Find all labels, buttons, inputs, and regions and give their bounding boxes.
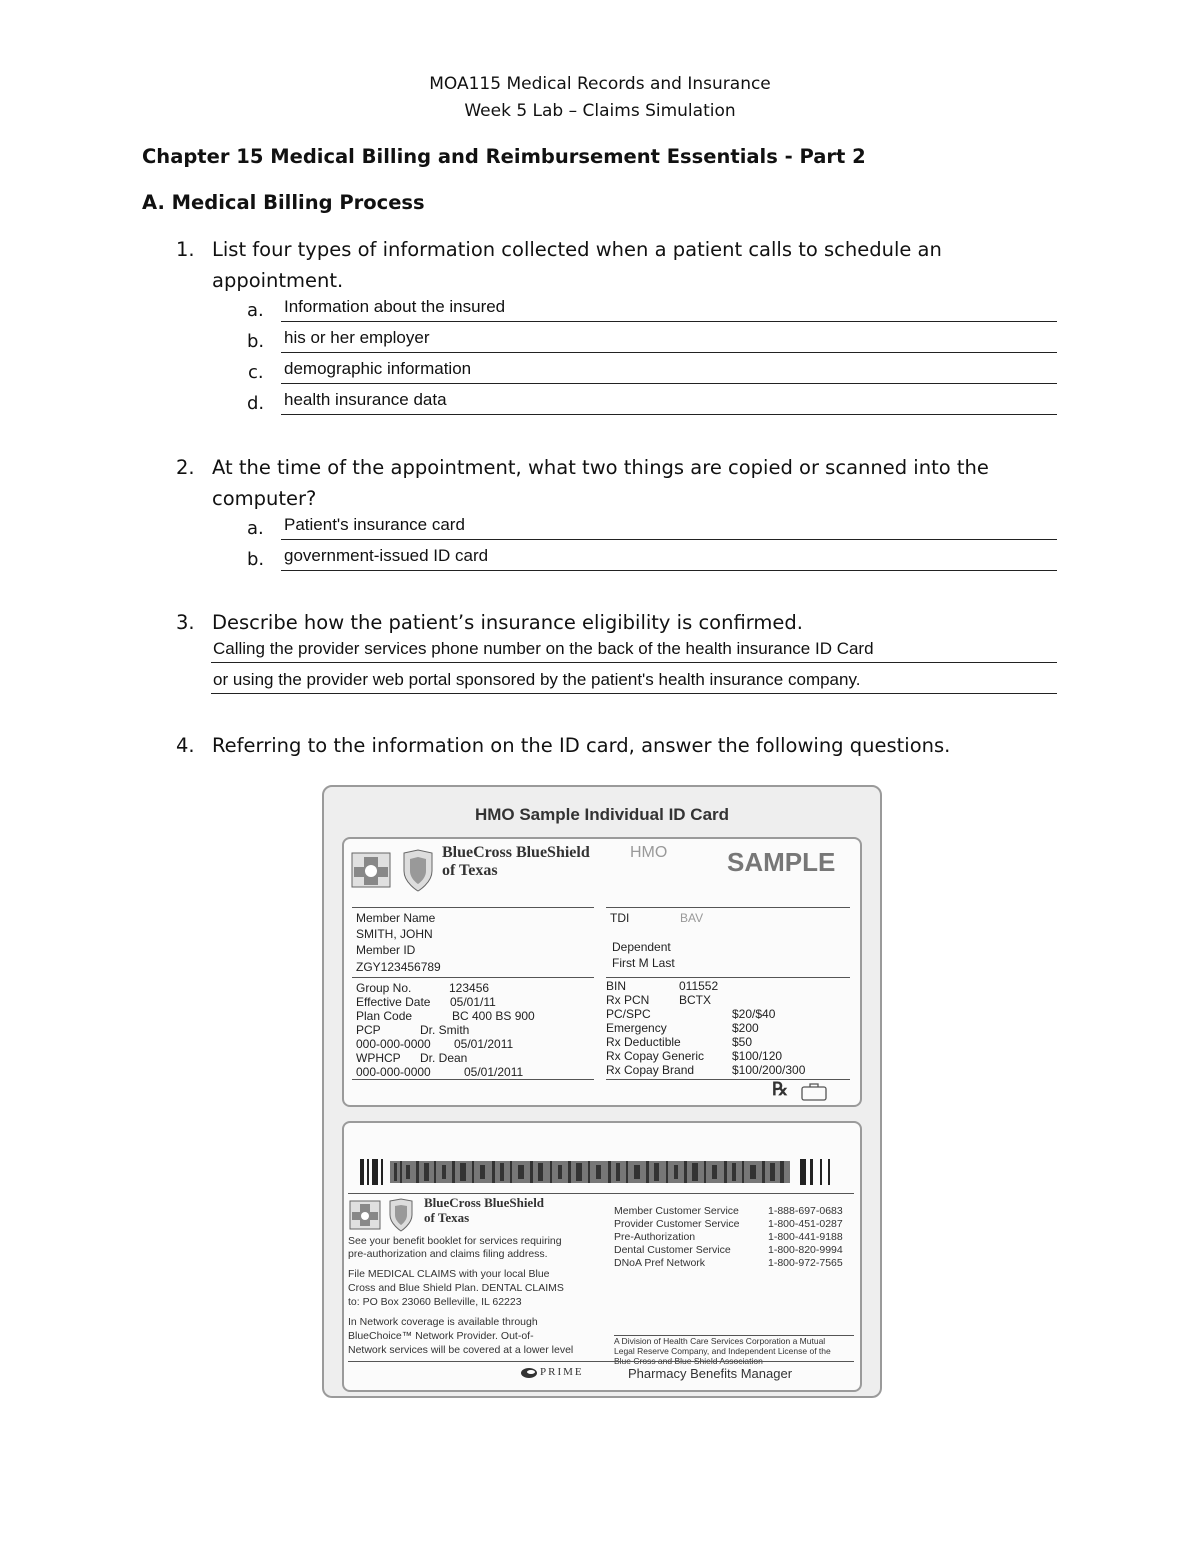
q1-letter-c: c. bbox=[248, 362, 264, 383]
contact-preauth-label: Pre-Authorization bbox=[614, 1231, 696, 1243]
contact-dental-phone: 1-800-820-9994 bbox=[768, 1244, 843, 1256]
prime-logo: PRIME bbox=[540, 1366, 584, 1378]
q1-answer-b-line bbox=[281, 352, 1057, 353]
bin-label: BIN bbox=[606, 979, 627, 993]
group-no-label: Group No. bbox=[356, 981, 412, 995]
id-card-front bbox=[342, 837, 862, 1107]
contact-provider-phone: 1-800-451-0287 bbox=[768, 1218, 843, 1230]
rx-copay-brand-label: Rx Copay Brand bbox=[606, 1063, 695, 1077]
back-note-3: File MEDICAL CLAIMS with your local Blue bbox=[348, 1268, 550, 1280]
q1-answer-d-line bbox=[281, 414, 1057, 415]
pc-spc-label: PC/SPC bbox=[606, 1007, 651, 1021]
wphcp-date: 05/01/2011 bbox=[464, 1065, 524, 1079]
disclaimer-line2: Legal Reserve Company, and Independent License of the bbox=[614, 1346, 831, 1356]
section-title: A. Medical Billing Process bbox=[142, 191, 425, 214]
chapter-title: Chapter 15 Medical Billing and Reimbursement Essentials - Part 2 bbox=[142, 145, 866, 168]
question-2-number: 2. bbox=[176, 456, 195, 479]
q3-answer-line1[interactable]: Calling the provider services phone number on the back of the health insurance ID Card bbox=[213, 639, 874, 658]
q1-answer-c-line bbox=[281, 383, 1057, 384]
contact-dnoa-label: DNoA Pref Network bbox=[614, 1257, 706, 1269]
disclaimer-line3: Blue Cross and Blue Shield Association bbox=[614, 1356, 763, 1366]
lab-title: Week 5 Lab – Claims Simulation bbox=[464, 101, 736, 121]
back-note-8: Network services will be covered at a lower level bbox=[348, 1344, 574, 1356]
pcp-label: PCP bbox=[356, 1023, 381, 1037]
q2-answer-b-line bbox=[281, 570, 1057, 571]
q1-answer-d[interactable]: health insurance data bbox=[284, 390, 447, 409]
rx-pcn-label: Rx PCN bbox=[606, 993, 650, 1007]
q2-answer-a-line bbox=[281, 539, 1057, 540]
emergency-label: Emergency bbox=[606, 1021, 667, 1035]
tdi-value: BAV bbox=[680, 911, 704, 925]
effective-date-value: 05/01/11 bbox=[450, 995, 496, 1009]
back-note-6: In Network coverage is available through bbox=[348, 1316, 538, 1328]
member-name-label: Member Name bbox=[356, 911, 436, 925]
contact-provider-label: Provider Customer Service bbox=[614, 1218, 740, 1230]
plan-type: HMO bbox=[630, 844, 668, 861]
id-card-back bbox=[342, 1121, 862, 1392]
rx-deductible-label: Rx Deductible bbox=[606, 1035, 681, 1049]
rx-deductible-value: $50 bbox=[732, 1035, 753, 1049]
rx-copay-brand-value: $100/200/300 bbox=[732, 1063, 806, 1077]
back-note-1: See your benefit booklet for services requiring bbox=[348, 1235, 562, 1247]
prime-logo-icon bbox=[520, 1367, 538, 1379]
contact-dental-label: Dental Customer Service bbox=[614, 1244, 731, 1256]
plan-code-value: BC 400 BS 900 bbox=[452, 1009, 535, 1023]
bin-value: 011552 bbox=[679, 979, 719, 993]
back-bcbs-logo-icon bbox=[348, 1197, 420, 1233]
pcp-value: Dr. Smith bbox=[420, 1023, 470, 1037]
dependent-value: First M Last bbox=[612, 956, 675, 970]
sample-watermark: SAMPLE bbox=[727, 847, 836, 877]
question-1-text-line2: appointment. bbox=[212, 269, 344, 292]
pbm-label: Pharmacy Benefits Manager bbox=[628, 1366, 793, 1381]
q3-answer-line2[interactable]: or using the provider web portal sponsored by the patient's health insurance company. bbox=[213, 670, 861, 689]
briefcase-icon bbox=[800, 1082, 830, 1102]
contact-dnoa-phone: 1-800-972-7565 bbox=[768, 1257, 843, 1269]
barcode bbox=[360, 1159, 846, 1185]
question-2-text-line2: computer? bbox=[212, 487, 317, 510]
question-3-number: 3. bbox=[176, 611, 195, 634]
q1-letter-d: d. bbox=[247, 393, 265, 414]
group-no-value: 123456 bbox=[449, 981, 490, 995]
wphcp-value: Dr. Dean bbox=[420, 1051, 468, 1065]
back-note-7: BlueChoice™ Network Provider. Out-of- bbox=[348, 1330, 534, 1342]
q1-answer-b[interactable]: his or her employer bbox=[284, 328, 430, 347]
front-brand-line1: BlueCross BlueShield bbox=[442, 844, 590, 861]
disclaimer-line1: A Division of Health Care Services Corporation a Mutual bbox=[614, 1336, 826, 1346]
member-name-value: SMITH, JOHN bbox=[356, 927, 433, 941]
q2-letter-b: b. bbox=[247, 549, 265, 570]
q1-answer-c[interactable]: demographic information bbox=[284, 359, 472, 378]
question-1-number: 1. bbox=[176, 238, 195, 261]
front-brand-line2: of Texas bbox=[442, 862, 498, 879]
back-brand-line1: BlueCross BlueShield bbox=[424, 1195, 545, 1210]
tdi-label: TDI bbox=[610, 911, 630, 925]
id-card-title: HMO Sample Individual ID Card bbox=[474, 805, 730, 824]
q1-answer-a[interactable]: Information about the insured bbox=[284, 297, 506, 316]
rx-pcn-value: BCTX bbox=[679, 993, 712, 1007]
q2-answer-a[interactable]: Patient's insurance card bbox=[284, 515, 465, 534]
q2-answer-b[interactable]: government-issued ID card bbox=[284, 546, 489, 565]
q1-letter-a: a. bbox=[247, 300, 264, 321]
question-3-text: Describe how the patient’s insurance eligibility is confirmed. bbox=[212, 611, 803, 634]
bcbs-logo-icon bbox=[350, 847, 440, 893]
pc-spc-value: $20/$40 bbox=[732, 1007, 776, 1021]
plan-code-label: Plan Code bbox=[356, 1009, 413, 1023]
wphcp-label: WPHCP bbox=[356, 1051, 401, 1065]
q1-answer-a-line bbox=[281, 321, 1057, 322]
contact-member-label: Member Customer Service bbox=[614, 1205, 739, 1217]
rx-copay-generic-value: $100/120 bbox=[732, 1049, 783, 1063]
contact-member-phone: 1-888-697-0683 bbox=[768, 1205, 843, 1217]
id-card-image bbox=[322, 785, 882, 1398]
back-brand-line2: of Texas bbox=[424, 1210, 470, 1225]
back-note-4: Cross and Blue Shield Plan. DENTAL CLAIMS bbox=[348, 1282, 564, 1294]
pcp-date: 05/01/2011 bbox=[454, 1037, 514, 1051]
pcp-phone: 000-000-0000 bbox=[356, 1037, 431, 1051]
question-4-number: 4. bbox=[176, 734, 195, 757]
q2-letter-a: a. bbox=[247, 518, 264, 539]
effective-date-label: Effective Date bbox=[356, 995, 431, 1009]
q3-answer-line1-rule bbox=[211, 662, 1057, 663]
question-2-text-line1: At the time of the appointment, what two things are copied or scanned into the bbox=[212, 456, 989, 479]
member-id-label: Member ID bbox=[356, 943, 416, 957]
back-note-2: pre-authorization and claims filing address. bbox=[348, 1248, 548, 1260]
rx-copay-generic-label: Rx Copay Generic bbox=[606, 1049, 705, 1063]
emergency-value: $200 bbox=[732, 1021, 759, 1035]
question-1-text-line1: List four types of information collected when a patient calls to schedule an bbox=[212, 238, 942, 261]
question-4-text: Referring to the information on the ID card, answer the following questions. bbox=[212, 734, 951, 757]
q3-answer-line2-rule bbox=[211, 693, 1057, 694]
dependent-label: Dependent bbox=[612, 940, 671, 954]
back-note-5: to: PO Box 23060 Belleville, IL 62223 bbox=[348, 1296, 522, 1308]
course-title: MOA115 Medical Records and Insurance bbox=[429, 74, 771, 94]
q1-letter-b: b. bbox=[247, 331, 265, 352]
rx-icon: ℞ bbox=[772, 1079, 789, 1099]
wphcp-phone: 000-000-0000 bbox=[356, 1065, 431, 1079]
contact-preauth-phone: 1-800-441-9188 bbox=[768, 1231, 843, 1243]
member-id-value: ZGY123456789 bbox=[356, 960, 441, 974]
